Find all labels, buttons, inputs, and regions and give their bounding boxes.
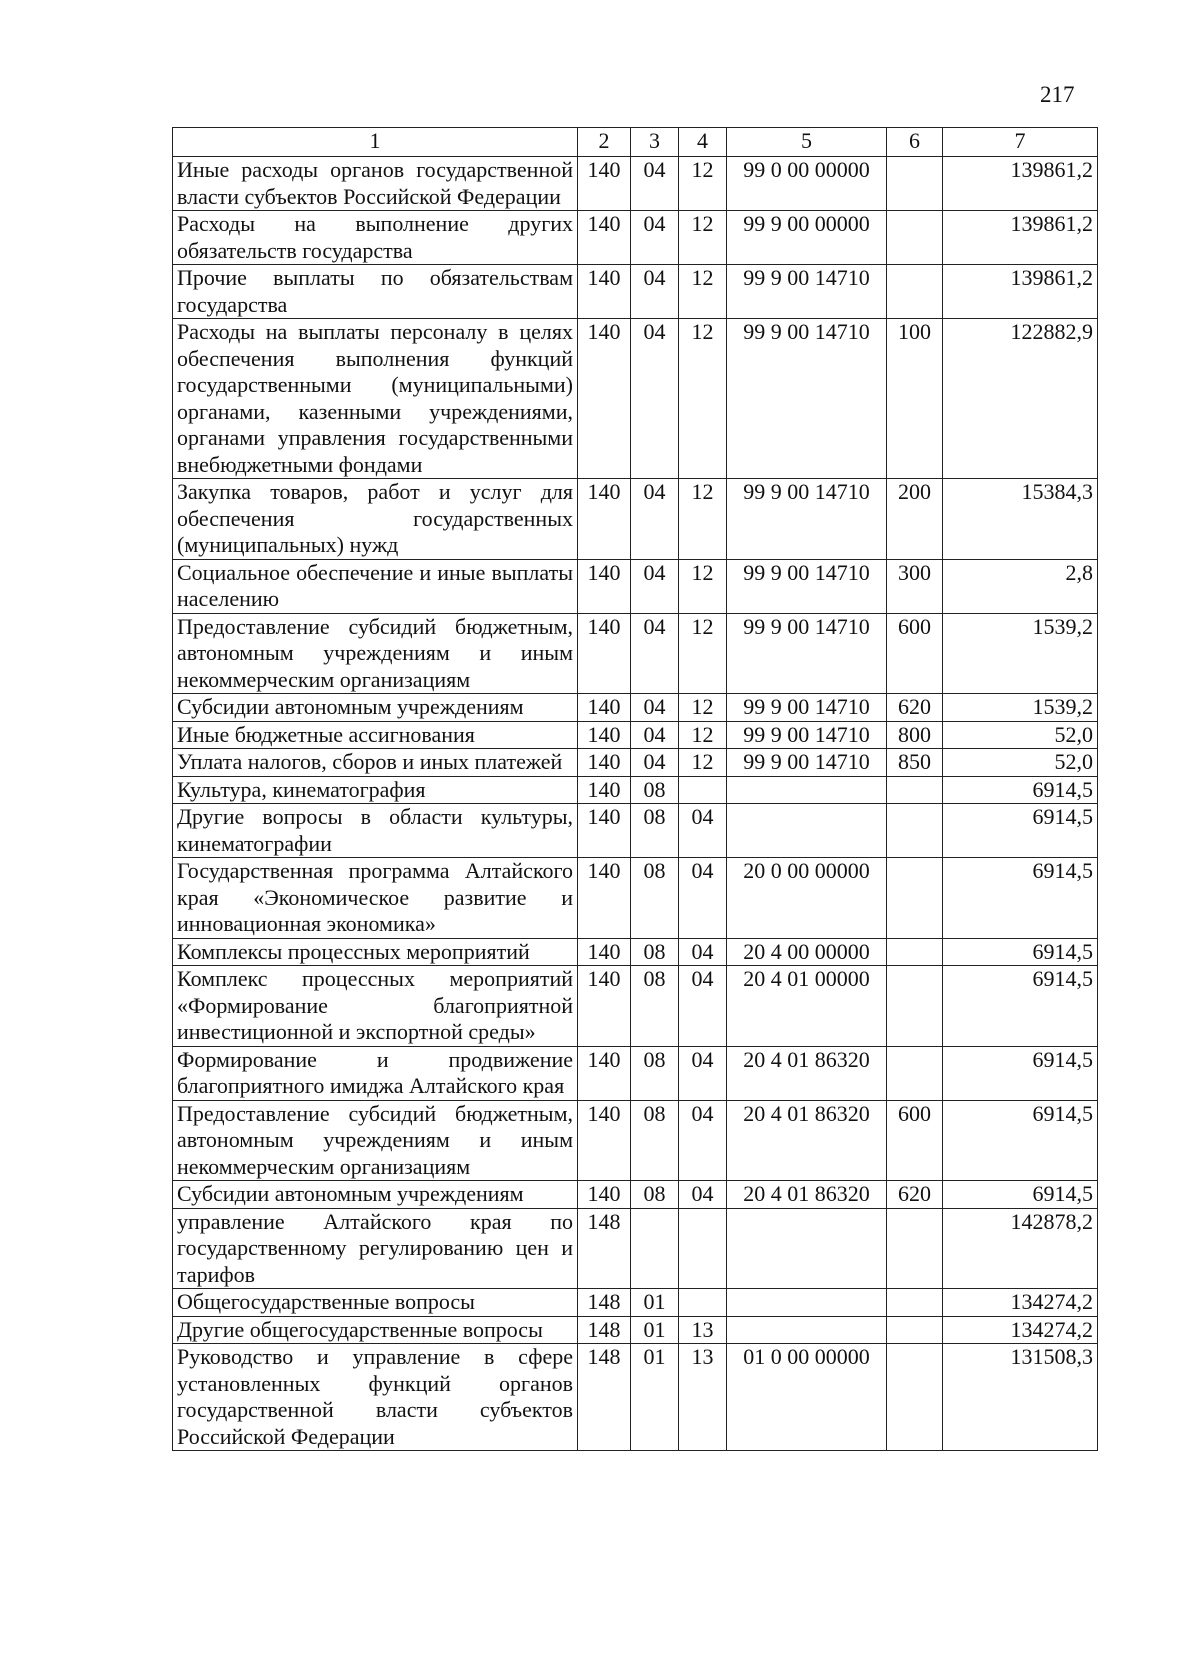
expense-type-cell: 800 xyxy=(887,721,943,749)
section-code-cell: 08 xyxy=(631,966,679,1047)
expense-type-cell xyxy=(887,858,943,939)
table-row xyxy=(173,265,1098,319)
target-item-cell: 99 9 00 14710 xyxy=(727,749,887,777)
target-item-cell: 20 4 01 86320 xyxy=(727,1181,887,1209)
row-name-cell: Расходы на выполнение других обязательств государства xyxy=(173,211,578,265)
row-name-cell: Другие вопросы в области культуры, кинематографии xyxy=(173,804,578,858)
admin-code-cell: 140 xyxy=(578,1181,631,1209)
admin-code-cell: 140 xyxy=(578,804,631,858)
subsection-code-cell: 12 xyxy=(679,479,727,560)
row-name-cell: Культура, кинематография xyxy=(173,776,578,804)
row-name-cell: Расходы на выплаты персоналу в целях обеспечения выполнения функций государственными (муниципальными) органами, казенными учреждениями, органами управления государственными внебюджетными фондами xyxy=(173,319,578,479)
admin-code-cell: 140 xyxy=(578,559,631,613)
row-name-cell: управление Алтайского края по государственному регулированию цен и тарифов xyxy=(173,1208,578,1289)
budget-table xyxy=(172,127,1098,1451)
target-item-cell: 99 9 00 14710 xyxy=(727,559,887,613)
section-code-cell: 04 xyxy=(631,749,679,777)
expense-type-cell xyxy=(887,966,943,1047)
expense-type-cell: 100 xyxy=(887,319,943,479)
row-name-cell: Государственная программа Алтайского края «Экономическое развитие и инновационная экономика» xyxy=(173,858,578,939)
section-code-cell: 04 xyxy=(631,211,679,265)
subsection-code-cell: 13 xyxy=(679,1344,727,1451)
table-row xyxy=(173,776,1098,804)
amount-cell: 15384,3 xyxy=(943,479,1098,560)
row-name-cell: Закупка товаров, работ и услуг для обеспечения государственных (муниципальных) нужд xyxy=(173,479,578,560)
subsection-code-cell xyxy=(679,1208,727,1289)
expense-type-cell xyxy=(887,776,943,804)
section-code-cell: 04 xyxy=(631,721,679,749)
subsection-code-cell: 04 xyxy=(679,1181,727,1209)
admin-code-cell: 140 xyxy=(578,776,631,804)
subsection-code-cell xyxy=(679,776,727,804)
admin-code-cell: 140 xyxy=(578,938,631,966)
section-code-cell: 04 xyxy=(631,319,679,479)
admin-code-cell: 140 xyxy=(578,479,631,560)
amount-cell: 139861,2 xyxy=(943,211,1098,265)
admin-code-cell: 140 xyxy=(578,265,631,319)
section-code-cell: 08 xyxy=(631,804,679,858)
amount-cell: 6914,5 xyxy=(943,776,1098,804)
target-item-cell: 01 0 00 00000 xyxy=(727,1344,887,1451)
admin-code-cell: 140 xyxy=(578,211,631,265)
target-item-cell xyxy=(727,804,887,858)
admin-code-cell: 140 xyxy=(578,319,631,479)
subsection-code-cell: 04 xyxy=(679,804,727,858)
section-code-cell: 04 xyxy=(631,559,679,613)
row-name-cell: Иные расходы органов государственной власти субъектов Российской Федерации xyxy=(173,157,578,211)
row-name-cell: Социальное обеспечение и иные выплаты населению xyxy=(173,559,578,613)
admin-code-cell: 148 xyxy=(578,1208,631,1289)
amount-cell: 131508,3 xyxy=(943,1344,1098,1451)
target-item-cell: 99 9 00 14710 xyxy=(727,479,887,560)
row-name-cell: Комплексы процессных мероприятий xyxy=(173,938,578,966)
expense-type-cell xyxy=(887,1344,943,1451)
row-name-cell: Иные бюджетные ассигнования xyxy=(173,721,578,749)
expense-type-cell xyxy=(887,211,943,265)
table-row xyxy=(173,1344,1098,1451)
target-item-cell: 99 9 00 14710 xyxy=(727,319,887,479)
admin-code-cell: 140 xyxy=(578,613,631,694)
amount-cell: 139861,2 xyxy=(943,157,1098,211)
expense-type-cell xyxy=(887,1046,943,1100)
expense-type-cell: 620 xyxy=(887,694,943,722)
table-row xyxy=(173,1046,1098,1100)
amount-cell: 122882,9 xyxy=(943,319,1098,479)
section-code-cell: 04 xyxy=(631,694,679,722)
amount-cell: 134274,2 xyxy=(943,1316,1098,1344)
table-row xyxy=(173,1100,1098,1181)
expense-type-cell: 200 xyxy=(887,479,943,560)
section-code-cell: 04 xyxy=(631,613,679,694)
expense-type-cell xyxy=(887,804,943,858)
admin-code-cell: 140 xyxy=(578,694,631,722)
table-row xyxy=(173,319,1098,479)
subsection-code-cell: 12 xyxy=(679,721,727,749)
target-item-cell: 99 9 00 00000 xyxy=(727,211,887,265)
admin-code-cell: 140 xyxy=(578,1100,631,1181)
row-name-cell: Другие общегосударственные вопросы xyxy=(173,1316,578,1344)
amount-cell: 139861,2 xyxy=(943,265,1098,319)
header-row xyxy=(173,128,1098,157)
amount-cell: 1539,2 xyxy=(943,694,1098,722)
column-header: 3 xyxy=(631,128,679,157)
row-name-cell: Уплата налогов, сборов и иных платежей xyxy=(173,749,578,777)
table-row xyxy=(173,966,1098,1047)
section-code-cell: 04 xyxy=(631,479,679,560)
column-header: 7 xyxy=(943,128,1098,157)
table-row xyxy=(173,1316,1098,1344)
admin-code-cell: 148 xyxy=(578,1344,631,1451)
table-row xyxy=(173,1208,1098,1289)
column-header: 6 xyxy=(887,128,943,157)
expense-type-cell: 600 xyxy=(887,613,943,694)
admin-code-cell: 140 xyxy=(578,966,631,1047)
target-item-cell xyxy=(727,1316,887,1344)
target-item-cell: 20 4 00 00000 xyxy=(727,938,887,966)
subsection-code-cell: 12 xyxy=(679,694,727,722)
admin-code-cell: 140 xyxy=(578,749,631,777)
target-item-cell: 99 9 00 14710 xyxy=(727,694,887,722)
table-row xyxy=(173,559,1098,613)
subsection-code-cell: 12 xyxy=(679,613,727,694)
table-row xyxy=(173,1181,1098,1209)
table-body xyxy=(173,157,1098,1451)
subsection-code-cell: 12 xyxy=(679,749,727,777)
target-item-cell: 20 4 01 00000 xyxy=(727,966,887,1047)
amount-cell: 52,0 xyxy=(943,721,1098,749)
section-code-cell: 01 xyxy=(631,1316,679,1344)
table-row xyxy=(173,157,1098,211)
row-name-cell: Прочие выплаты по обязательствам государства xyxy=(173,265,578,319)
table-row xyxy=(173,479,1098,560)
target-item-cell xyxy=(727,1289,887,1317)
subsection-code-cell: 04 xyxy=(679,858,727,939)
amount-cell: 6914,5 xyxy=(943,804,1098,858)
row-name-cell: Формирование и продвижение благоприятного имиджа Алтайского края xyxy=(173,1046,578,1100)
amount-cell: 6914,5 xyxy=(943,1100,1098,1181)
row-name-cell: Комплекс процессных мероприятий «Формирование благоприятной инвестиционной и экспортной среды» xyxy=(173,966,578,1047)
table-row xyxy=(173,938,1098,966)
target-item-cell xyxy=(727,776,887,804)
expense-type-cell xyxy=(887,938,943,966)
table-row xyxy=(173,804,1098,858)
row-name-cell: Предоставление субсидий бюджетным, автономным учреждениям и иным некоммерческим организациям xyxy=(173,1100,578,1181)
table-row xyxy=(173,211,1098,265)
expense-type-cell xyxy=(887,1289,943,1317)
subsection-code-cell: 04 xyxy=(679,1046,727,1100)
amount-cell: 6914,5 xyxy=(943,1181,1098,1209)
section-code-cell: 08 xyxy=(631,776,679,804)
table-row xyxy=(173,1289,1098,1317)
section-code-cell: 04 xyxy=(631,265,679,319)
expense-type-cell: 300 xyxy=(887,559,943,613)
table-row xyxy=(173,694,1098,722)
target-item-cell: 99 9 00 14710 xyxy=(727,721,887,749)
admin-code-cell: 148 xyxy=(578,1316,631,1344)
admin-code-cell: 140 xyxy=(578,858,631,939)
amount-cell: 1539,2 xyxy=(943,613,1098,694)
column-header: 1 xyxy=(173,128,578,157)
section-code-cell: 08 xyxy=(631,1046,679,1100)
table-row xyxy=(173,721,1098,749)
amount-cell: 6914,5 xyxy=(943,1046,1098,1100)
row-name-cell: Общегосударственные вопросы xyxy=(173,1289,578,1317)
target-item-cell: 20 0 00 00000 xyxy=(727,858,887,939)
subsection-code-cell: 12 xyxy=(679,319,727,479)
expense-type-cell xyxy=(887,1316,943,1344)
subsection-code-cell: 12 xyxy=(679,265,727,319)
section-code-cell: 08 xyxy=(631,1100,679,1181)
amount-cell: 6914,5 xyxy=(943,966,1098,1047)
table-row xyxy=(173,613,1098,694)
amount-cell: 52,0 xyxy=(943,749,1098,777)
page-number: 217 xyxy=(1040,82,1075,107)
target-item-cell: 99 0 00 00000 xyxy=(727,157,887,211)
subsection-code-cell: 12 xyxy=(679,211,727,265)
subsection-code-cell: 04 xyxy=(679,938,727,966)
amount-cell: 134274,2 xyxy=(943,1289,1098,1317)
section-code-cell: 08 xyxy=(631,858,679,939)
column-header: 4 xyxy=(679,128,727,157)
row-name-cell: Субсидии автономным учреждениям xyxy=(173,1181,578,1209)
expense-type-cell: 620 xyxy=(887,1181,943,1209)
target-item-cell: 20 4 01 86320 xyxy=(727,1046,887,1100)
section-code-cell: 01 xyxy=(631,1289,679,1317)
subsection-code-cell: 04 xyxy=(679,1100,727,1181)
column-header: 5 xyxy=(727,128,887,157)
section-code-cell: 04 xyxy=(631,157,679,211)
target-item-cell xyxy=(727,1208,887,1289)
amount-cell: 6914,5 xyxy=(943,858,1098,939)
admin-code-cell: 140 xyxy=(578,157,631,211)
subsection-code-cell: 12 xyxy=(679,559,727,613)
column-header: 2 xyxy=(578,128,631,157)
target-item-cell: 99 9 00 14710 xyxy=(727,265,887,319)
amount-cell: 6914,5 xyxy=(943,938,1098,966)
expense-type-cell xyxy=(887,157,943,211)
row-name-cell: Руководство и управление в сфере установленных функций органов государственной власти субъектов Российской Федерации xyxy=(173,1344,578,1451)
subsection-code-cell xyxy=(679,1289,727,1317)
section-code-cell: 08 xyxy=(631,938,679,966)
admin-code-cell: 140 xyxy=(578,1046,631,1100)
amount-cell: 142878,2 xyxy=(943,1208,1098,1289)
admin-code-cell: 148 xyxy=(578,1289,631,1317)
row-name-cell: Субсидии автономным учреждениям xyxy=(173,694,578,722)
subsection-code-cell: 12 xyxy=(679,157,727,211)
expense-type-cell xyxy=(887,265,943,319)
amount-cell: 2,8 xyxy=(943,559,1098,613)
expense-type-cell: 850 xyxy=(887,749,943,777)
section-code-cell: 01 xyxy=(631,1344,679,1451)
admin-code-cell: 140 xyxy=(578,721,631,749)
expense-type-cell: 600 xyxy=(887,1100,943,1181)
target-item-cell: 99 9 00 14710 xyxy=(727,613,887,694)
target-item-cell: 20 4 01 86320 xyxy=(727,1100,887,1181)
section-code-cell: 08 xyxy=(631,1181,679,1209)
table-row xyxy=(173,749,1098,777)
row-name-cell: Предоставление субсидий бюджетным, автономным учреждениям и иным некоммерческим организациям xyxy=(173,613,578,694)
expense-type-cell xyxy=(887,1208,943,1289)
table-row xyxy=(173,858,1098,939)
section-code-cell xyxy=(631,1208,679,1289)
subsection-code-cell: 04 xyxy=(679,966,727,1047)
subsection-code-cell: 13 xyxy=(679,1316,727,1344)
